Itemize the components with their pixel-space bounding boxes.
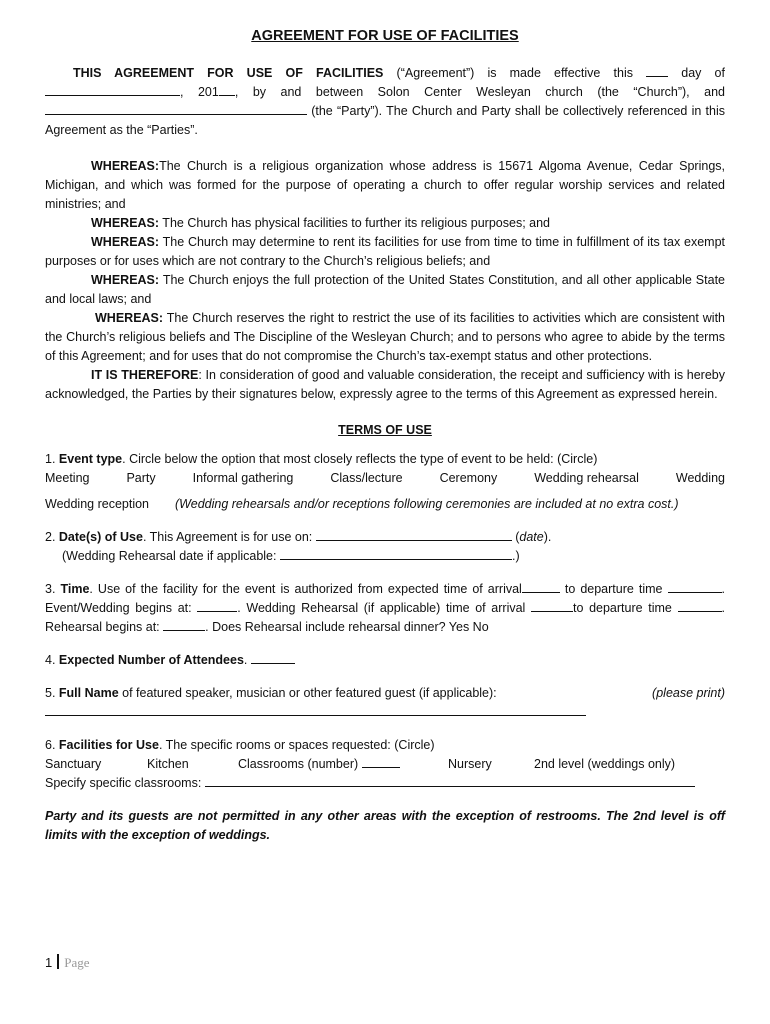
section-number: 3. (45, 582, 61, 596)
facility-option-nursery[interactable]: Nursery (448, 757, 492, 771)
section-label: Full Name (58, 686, 119, 700)
departure-time-blank[interactable] (668, 580, 722, 593)
specify-classrooms-label: Specify specific classrooms: (45, 776, 205, 790)
restricted-areas-notice: Party and its guests are not permitted in any other areas with the exception of restrooms. The 2nd level is off limits with the exception of weddings. (45, 809, 725, 842)
date-hint: date (519, 530, 544, 544)
whereas-label: WHEREAS: (91, 216, 160, 230)
party-name-blank[interactable] (45, 102, 307, 115)
specify-classrooms-blank[interactable] (205, 774, 695, 787)
section-2: 2. Date(s) of Use. This Agreement is for use on: (date). (45, 530, 552, 544)
rehearsal-departure-blank[interactable] (678, 599, 722, 612)
rehearsal-date-label: (Wedding Rehearsal date if applicable: (62, 549, 280, 563)
rehearsal-begins-blank[interactable] (163, 618, 205, 631)
whereas-label: WHEREAS: (91, 273, 160, 287)
section-text: . (243, 653, 251, 667)
featured-guest-name-blank[interactable] (45, 703, 586, 716)
print-hint: (please print) (652, 686, 725, 700)
section-number: 6. (45, 738, 59, 752)
page-number: 1 (45, 955, 53, 970)
section-number: 4. (45, 653, 59, 667)
section-3 (45, 580, 725, 637)
reception-note: (Wedding rehearsals and/or receptions following ceremonies are included at no extra cost.) (175, 497, 679, 511)
section-number: 2. (45, 530, 59, 544)
section-text: . This Agreement is for use on: (142, 530, 316, 544)
section-label: Expected Number of Attendees (58, 653, 244, 667)
section-text: . The specific rooms or spaces requested: (Circle) (158, 738, 435, 752)
therefore-paragraph (45, 366, 725, 404)
event-option-wedding[interactable]: Wedding (675, 471, 725, 485)
section-label: Date(s) of Use (58, 530, 143, 544)
event-begins-blank[interactable] (197, 599, 237, 612)
therefore-text: : In consideration of good and valuable consideration, the receipt and sufficiency with is hereby acknowledged, the Parties by their signatures below, expressly agree to the terms of this Agreement as expressed herein. (45, 368, 725, 401)
whereas-3 (45, 233, 725, 271)
page-label: Page (64, 955, 90, 970)
document-title: AGREEMENT FOR USE OF FACILITIES (251, 28, 519, 44)
section-text: . Circle below the option that most closely reflects the type of event to be held: (Circle) (122, 452, 598, 466)
terms-heading: TERMS OF USE (338, 423, 432, 437)
intro-text-1: (“Agreement”) is made effective this (383, 66, 647, 80)
intro-text-4: , by and between Solon Center Wesleyan church (the “Church”), and (234, 85, 725, 99)
event-type-options (45, 469, 725, 488)
section-1 (45, 450, 725, 469)
facility-option-2nd-level[interactable]: 2nd level (weddings only) (534, 757, 676, 771)
rehearsal-arrival-blank[interactable] (531, 599, 573, 612)
event-option-party[interactable]: Party (126, 471, 156, 485)
day-blank[interactable] (646, 64, 668, 77)
date-of-use-blank[interactable] (316, 528, 512, 541)
section-number: 1. (45, 452, 59, 466)
rehearsal-date-blank[interactable] (280, 547, 512, 560)
intro-text-5: (the “Party”). The Church and Party shall be collectively referenced in this Agreement as the “Parties”. (45, 104, 725, 137)
classrooms-number-blank[interactable] (362, 755, 400, 768)
intro-text-2: day of (668, 66, 725, 80)
facility-option-classrooms[interactable]: Classrooms (number) (238, 757, 362, 771)
event-option-wedding-reception[interactable]: Wedding reception (45, 497, 150, 511)
specify-classrooms-line (45, 774, 725, 793)
event-option-class-lecture[interactable]: Class/lecture (330, 471, 403, 485)
whereas-5 (45, 309, 725, 366)
rehearsal-date-line: (Wedding Rehearsal date if applicable: .) (62, 549, 520, 563)
whereas-label: WHEREAS: (95, 311, 164, 325)
month-blank[interactable] (45, 83, 180, 96)
footer-divider (57, 954, 59, 969)
facility-option-sanctuary[interactable]: Sanctuary (45, 757, 102, 771)
section-4 (45, 651, 725, 670)
whereas-text: The Church may determine to rent its facilities for use from time to time in fulfillment of its tax exempt purposes or for uses which are not contrary to the Church’s religious beliefs; and (45, 235, 725, 268)
whereas-4 (45, 271, 725, 309)
section-5 (45, 684, 725, 703)
intro-paragraph (45, 64, 725, 140)
whereas-text: The Church is a religious organization whose address is 15671 Algoma Avenue, Cedar Springs, Michigan, and which was formed for the purpose of operating a church to offer regular worship services and related ministries; and (45, 159, 725, 211)
section-number: 5. (45, 686, 59, 700)
whereas-2 (45, 214, 725, 233)
section-text: . Does Rehearsal include rehearsal dinner? Yes No (205, 620, 489, 634)
year-blank[interactable] (219, 83, 235, 96)
event-option-ceremony[interactable]: Ceremony (439, 471, 498, 485)
event-option-wedding-rehearsal[interactable]: Wedding rehearsal (534, 471, 639, 485)
whereas-text: The Church has physical facilities to further its religious purposes; and (159, 216, 550, 230)
whereas-label: WHEREAS: (91, 159, 160, 173)
section-text: . Event/Wedding begins at: (45, 582, 725, 615)
section-text: . Wedding Rehearsal (if applicable) time of arrival (237, 601, 531, 615)
section-text: to departure time (573, 601, 678, 615)
facility-options (45, 755, 725, 774)
event-option-meeting[interactable]: Meeting (45, 471, 90, 485)
reception-line (45, 495, 725, 514)
facility-option-kitchen[interactable]: Kitchen (147, 757, 189, 771)
document-body (45, 28, 725, 845)
attendees-blank[interactable] (251, 651, 295, 664)
whereas-text: The Church enjoys the full protection of the United States Constitution, and all other applicable State and local laws; and (45, 273, 725, 306)
whereas-text: The Church reserves the right to restrict the use of its facilities to activities which are consistent with the Church’s religious beliefs and The Discipline of the Wesleyan Church; and to persons who agree to abide by the terms of this Agreement; and for uses that do not compromise the Church’s tax-exempt status and other protections. (45, 311, 725, 363)
section-text: of featured speaker, musician or other featured guest (if applicable): (118, 686, 497, 700)
therefore-label: IT IS THEREFORE (91, 368, 199, 382)
section-label: Facilities for Use (58, 738, 159, 752)
whereas-1 (45, 157, 725, 214)
whereas-label: WHEREAS: (91, 235, 160, 249)
arrival-time-blank[interactable] (522, 580, 560, 593)
section-6 (45, 736, 725, 755)
section-text: . Rehearsal begins at: (45, 601, 725, 634)
intro-lead: THIS AGREEMENT FOR USE OF FACILITIES (73, 66, 384, 80)
intro-text-3: , 201 (180, 85, 219, 99)
section-label: Time (60, 582, 90, 596)
section-label: Event type (58, 452, 123, 466)
section-text: . Use of the facility for the event is authorized from expected time of arrival (89, 582, 522, 596)
section-text: to departure time (559, 582, 668, 596)
page-footer (45, 954, 90, 971)
event-option-informal-gathering[interactable]: Informal gathering (192, 471, 294, 485)
